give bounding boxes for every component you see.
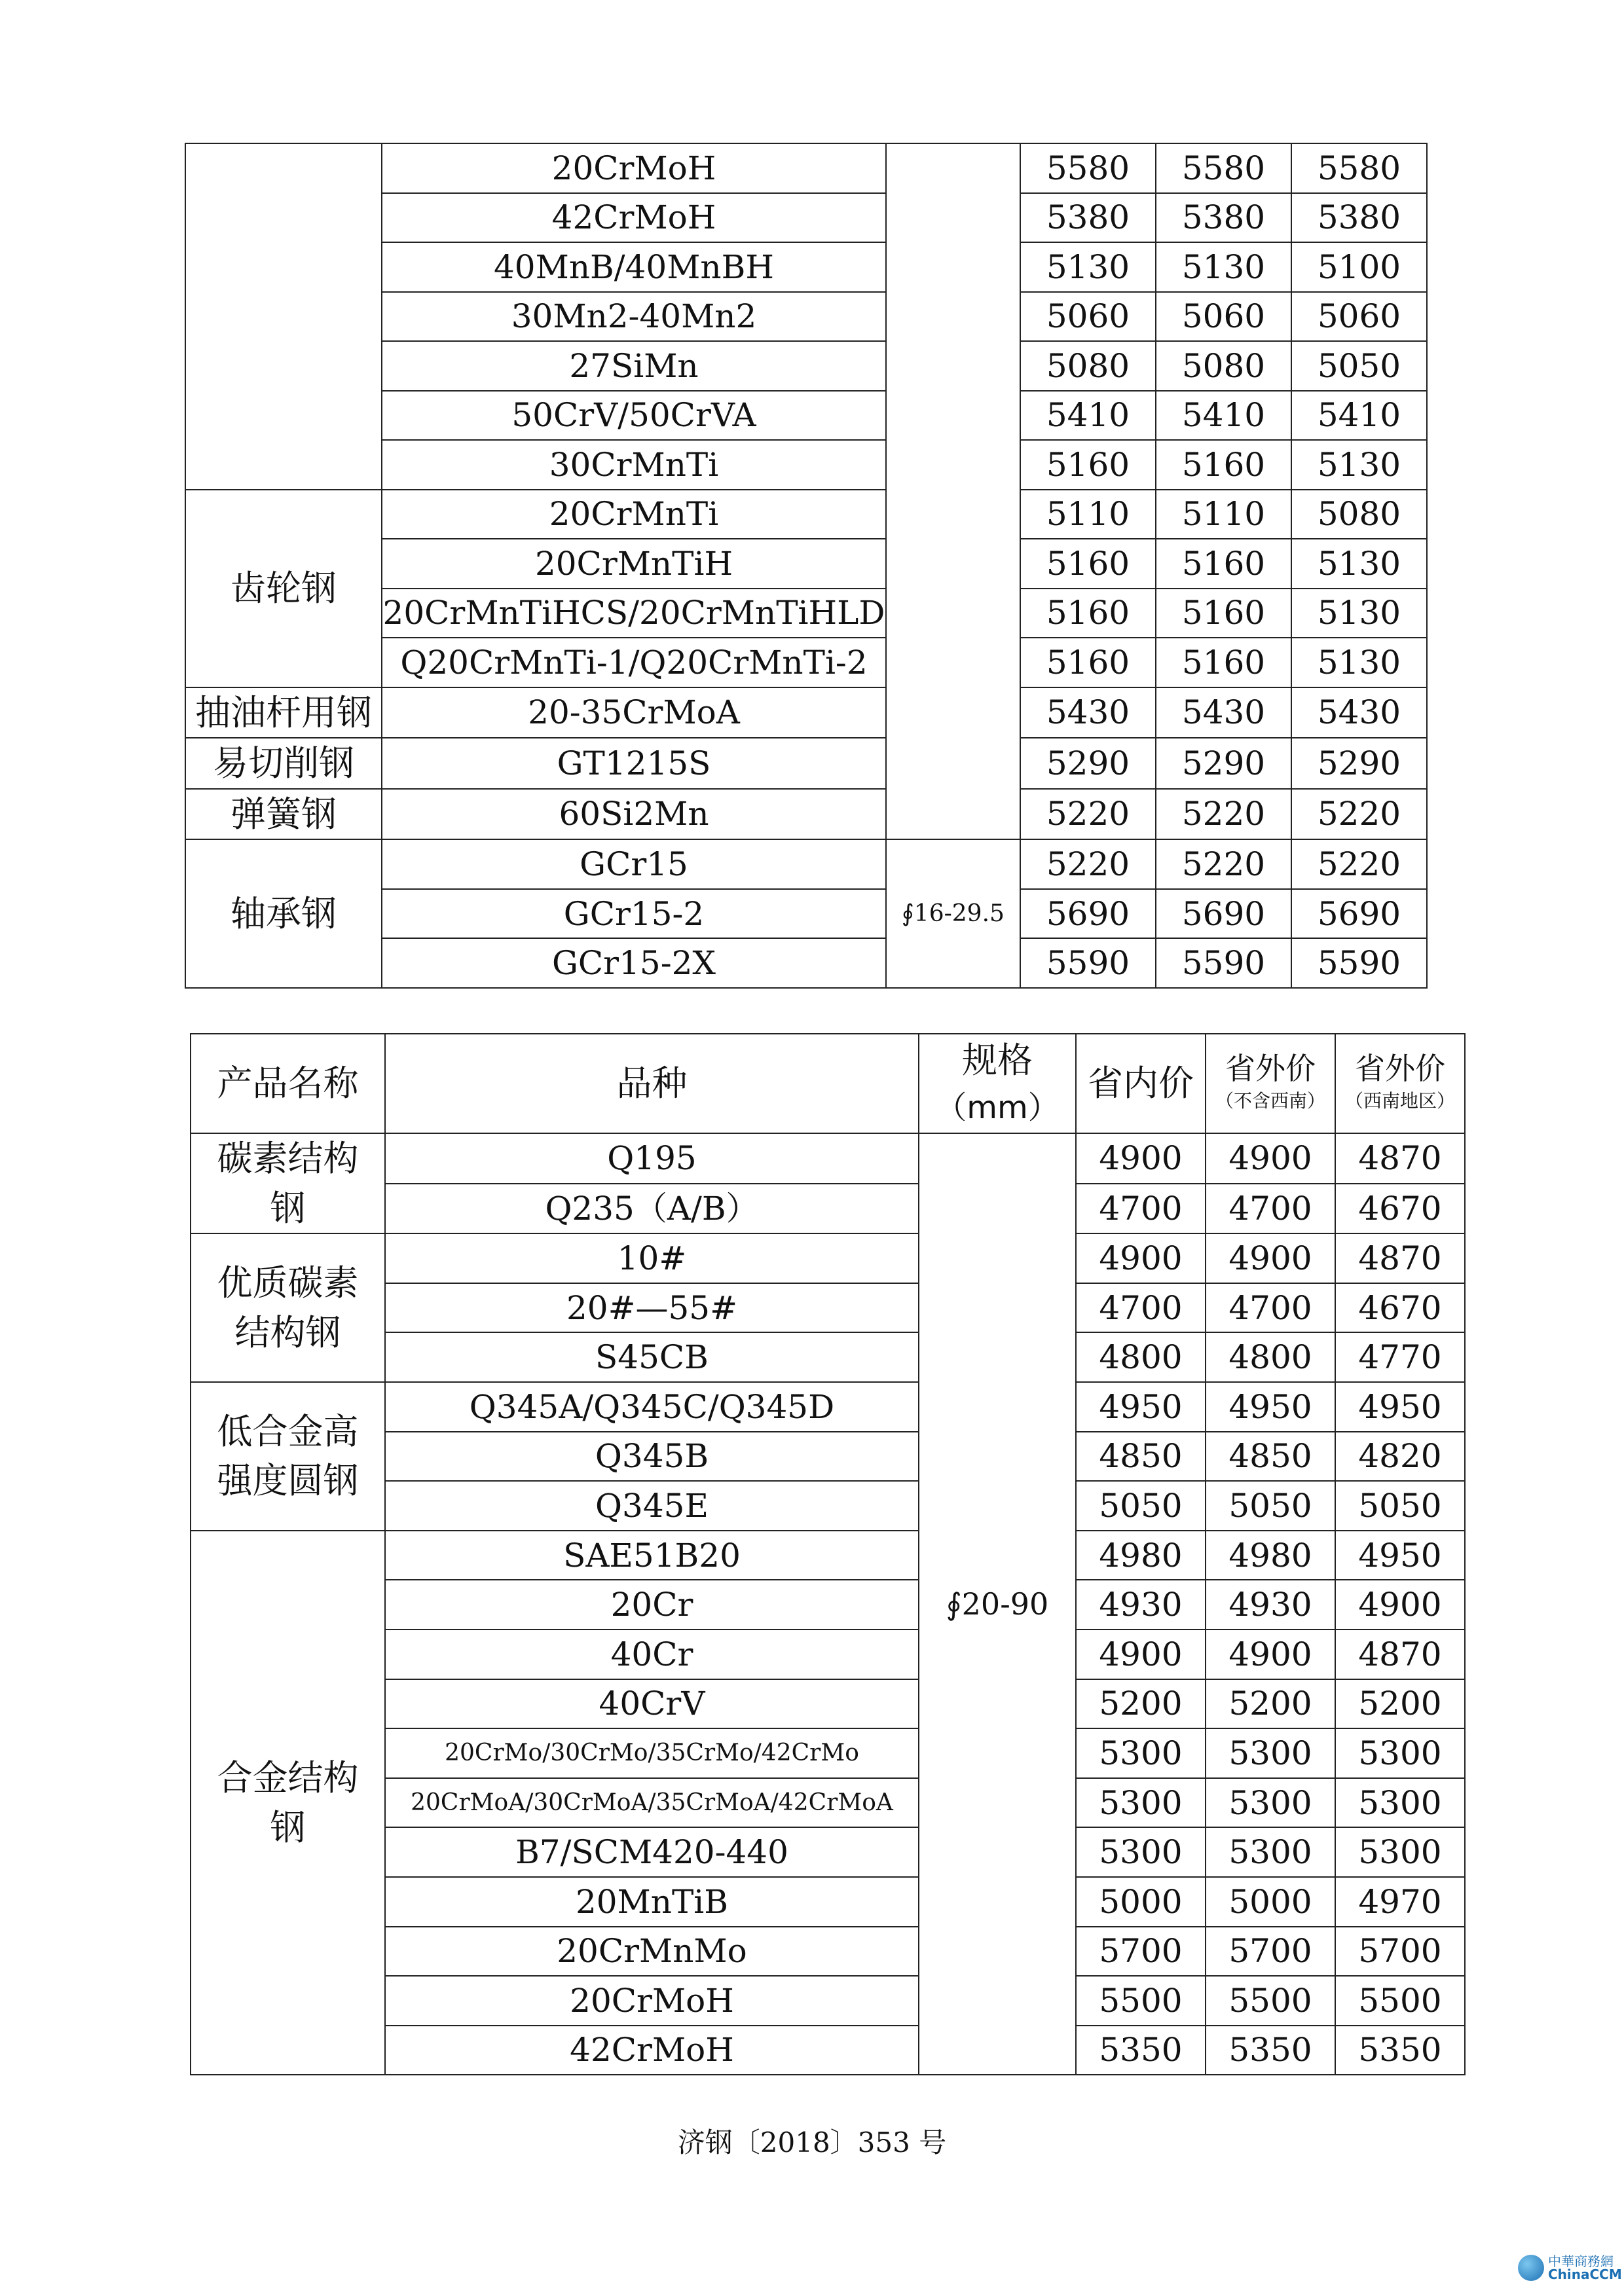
category-cell: 轴承钢 bbox=[185, 839, 382, 988]
header-out-province-1-note: （不含西南） bbox=[1215, 1090, 1325, 1112]
price-cell-2: 4900 bbox=[1206, 1133, 1335, 1184]
grade-cell: 20CrMoA/30CrMoA/35CrMoA/42CrMoA bbox=[385, 1778, 919, 1828]
grade-cell: 20MnTiB bbox=[385, 1877, 919, 1927]
price-cell-2: 5500 bbox=[1206, 1976, 1335, 2026]
price-cell-3: 5060 bbox=[1291, 292, 1427, 342]
price-cell-2: 4900 bbox=[1206, 1630, 1335, 1679]
price-cell-1: 5580 bbox=[1020, 143, 1156, 193]
price-cell-2: 5380 bbox=[1156, 193, 1291, 243]
category-cell: 易切削钢 bbox=[185, 738, 382, 789]
price-cell-2: 5700 bbox=[1206, 1927, 1335, 1977]
price-cell-2: 5050 bbox=[1206, 1481, 1335, 1531]
price-cell-2: 4850 bbox=[1206, 1432, 1335, 1482]
price-cell-1: 5160 bbox=[1020, 539, 1156, 589]
grade-cell: SAE51B20 bbox=[385, 1531, 919, 1580]
price-cell-1: 5060 bbox=[1020, 292, 1156, 342]
price-cell-3: 5300 bbox=[1335, 1778, 1465, 1828]
table-row bbox=[185, 738, 1427, 789]
price-cell-3: 5410 bbox=[1291, 391, 1427, 441]
price-cell-1: 5220 bbox=[1020, 789, 1156, 840]
price-cell-3: 4670 bbox=[1335, 1283, 1465, 1333]
price-cell-2: 5160 bbox=[1156, 440, 1291, 490]
price-cell-1: 5700 bbox=[1076, 1927, 1206, 1977]
price-cell-2: 5580 bbox=[1156, 143, 1291, 193]
header-spec-label: 规格 bbox=[962, 1039, 1033, 1081]
price-cell-1: 5350 bbox=[1076, 2026, 1206, 2075]
grade-cell: 20CrMoH bbox=[382, 143, 886, 193]
price-cell-1: 5300 bbox=[1076, 1778, 1206, 1828]
price-cell-3: 5080 bbox=[1291, 490, 1427, 539]
price-cell-2: 5300 bbox=[1206, 1728, 1335, 1778]
price-cell-1: 5080 bbox=[1020, 341, 1156, 391]
price-cell-2: 5110 bbox=[1156, 490, 1291, 539]
header-out-province-2-label: 省外价 bbox=[1355, 1051, 1445, 1086]
price-cell-3: 5430 bbox=[1291, 687, 1427, 738]
grade-cell: 20CrMnTiH bbox=[382, 539, 886, 589]
price-cell-1: 5410 bbox=[1020, 391, 1156, 441]
price-cell-3: 5130 bbox=[1291, 589, 1427, 638]
price-cell-1: 5050 bbox=[1076, 1481, 1206, 1531]
price-cell-2: 4930 bbox=[1206, 1580, 1335, 1630]
grade-cell: 20#—55# bbox=[385, 1283, 919, 1333]
price-table bbox=[190, 1033, 1466, 2075]
price-cell-3: 4820 bbox=[1335, 1432, 1465, 1482]
price-cell-3: 5200 bbox=[1335, 1679, 1465, 1729]
category-cell: 抽油杆用钢 bbox=[185, 687, 382, 738]
category-cell: 齿轮钢 bbox=[185, 490, 382, 687]
price-cell-2: 5690 bbox=[1156, 889, 1291, 939]
price-cell-1: 4930 bbox=[1076, 1580, 1206, 1630]
grade-cell: 20Cr bbox=[385, 1580, 919, 1630]
price-cell-3: 5380 bbox=[1291, 193, 1427, 243]
price-cell-1: 5300 bbox=[1076, 1728, 1206, 1778]
price-cell-2: 4950 bbox=[1206, 1382, 1335, 1432]
price-cell-3: 4870 bbox=[1335, 1233, 1465, 1283]
grade-cell: 27SiMn bbox=[382, 341, 886, 391]
price-cell-1: 4950 bbox=[1076, 1382, 1206, 1432]
price-cell-2: 4700 bbox=[1206, 1184, 1335, 1234]
table-row bbox=[191, 1133, 1465, 1184]
grade-cell: 20CrMnTiHCS/20CrMnTiHLD bbox=[382, 589, 886, 638]
price-cell-3: 4770 bbox=[1335, 1332, 1465, 1382]
table-row bbox=[185, 490, 1427, 539]
price-cell-1: 4980 bbox=[1076, 1531, 1206, 1580]
price-cell-2: 4900 bbox=[1206, 1233, 1335, 1283]
price-cell-2: 5350 bbox=[1206, 2026, 1335, 2075]
price-cell-3: 5100 bbox=[1291, 242, 1427, 292]
price-cell-3: 4900 bbox=[1335, 1580, 1465, 1630]
table-header-row bbox=[191, 1034, 1465, 1133]
price-cell-1: 5000 bbox=[1076, 1877, 1206, 1927]
category-cell: 优质碳素结构钢 bbox=[191, 1233, 385, 1382]
price-cell-2: 5300 bbox=[1206, 1778, 1335, 1828]
price-cell-3: 4970 bbox=[1335, 1877, 1465, 1927]
price-cell-3: 4870 bbox=[1335, 1133, 1465, 1184]
price-cell-1: 5160 bbox=[1020, 440, 1156, 490]
price-cell-1: 4700 bbox=[1076, 1184, 1206, 1234]
price-cell-2: 5060 bbox=[1156, 292, 1291, 342]
price-cell-3: 5130 bbox=[1291, 440, 1427, 490]
grade-cell: 20CrMnTi bbox=[382, 490, 886, 539]
price-cell-1: 4850 bbox=[1076, 1432, 1206, 1482]
globe-icon bbox=[1518, 2255, 1544, 2281]
price-cell-2: 5080 bbox=[1156, 341, 1291, 391]
price-cell-3: 5580 bbox=[1291, 143, 1427, 193]
price-cell-2: 5410 bbox=[1156, 391, 1291, 441]
document-number: 济钢〔2018〕353 号 bbox=[677, 2126, 947, 2159]
price-cell-3: 5130 bbox=[1291, 539, 1427, 589]
price-cell-1: 5160 bbox=[1020, 589, 1156, 638]
header-out-province-1 bbox=[1206, 1034, 1335, 1133]
price-cell-1: 5380 bbox=[1020, 193, 1156, 243]
watermark-line2: ChinaCCM bbox=[1548, 2267, 1622, 2282]
grade-cell: 30CrMnTi bbox=[382, 440, 886, 490]
grade-cell: 20-35CrMoA bbox=[382, 687, 886, 738]
grade-cell: GCr15 bbox=[382, 839, 886, 889]
header-out-province-2 bbox=[1335, 1034, 1465, 1133]
price-cell-1: 4900 bbox=[1076, 1233, 1206, 1283]
price-cell-3: 5350 bbox=[1335, 2026, 1465, 2075]
grade-cell: 10# bbox=[385, 1233, 919, 1283]
price-cell-1: 4700 bbox=[1076, 1283, 1206, 1333]
table-row bbox=[185, 839, 1427, 889]
price-cell-3: 5130 bbox=[1291, 638, 1427, 687]
grade-cell: 42CrMoH bbox=[385, 2026, 919, 2075]
price-cell-3: 4670 bbox=[1335, 1184, 1465, 1234]
category-cell: 合金结构钢 bbox=[191, 1531, 385, 2075]
price-cell-3: 5050 bbox=[1335, 1481, 1465, 1531]
grade-cell: Q345E bbox=[385, 1481, 919, 1531]
price-cell-2: 5300 bbox=[1206, 1827, 1335, 1877]
table-row bbox=[185, 143, 1427, 193]
spec-cell: ∮16-29.5 bbox=[886, 839, 1020, 988]
watermark-line1: 中華商務網 bbox=[1548, 2253, 1614, 2269]
watermark-logo bbox=[1518, 2251, 1622, 2287]
price-cell-2: 5220 bbox=[1156, 839, 1291, 889]
grade-cell: Q345A/Q345C/Q345D bbox=[385, 1382, 919, 1432]
price-cell-1: 5290 bbox=[1020, 738, 1156, 789]
price-cell-2: 5590 bbox=[1156, 938, 1291, 988]
price-cell-2: 4700 bbox=[1206, 1283, 1335, 1333]
table-row bbox=[191, 1233, 1465, 1283]
category-cell: 低合金高强度圆钢 bbox=[191, 1382, 385, 1531]
price-cell-3: 5700 bbox=[1335, 1927, 1465, 1977]
table-row bbox=[191, 1382, 1465, 1432]
price-cell-3: 4950 bbox=[1335, 1531, 1465, 1580]
price-cell-2: 5000 bbox=[1206, 1877, 1335, 1927]
price-cell-2: 5130 bbox=[1156, 242, 1291, 292]
price-cell-1: 4900 bbox=[1076, 1133, 1206, 1184]
price-cell-2: 5200 bbox=[1206, 1679, 1335, 1729]
header-spec-unit: （mm） bbox=[935, 1089, 1060, 1126]
grade-cell: Q195 bbox=[385, 1133, 919, 1184]
header-variety: 品种 bbox=[385, 1034, 919, 1133]
price-cell-1: 4800 bbox=[1076, 1332, 1206, 1382]
grade-cell: 50CrV/50CrVA bbox=[382, 391, 886, 441]
price-cell-3: 5220 bbox=[1291, 839, 1427, 889]
price-cell-3: 5220 bbox=[1291, 789, 1427, 840]
price-cell-2: 5220 bbox=[1156, 789, 1291, 840]
price-cell-3: 5300 bbox=[1335, 1728, 1465, 1778]
price-cell-1: 5130 bbox=[1020, 242, 1156, 292]
price-cell-1: 5300 bbox=[1076, 1827, 1206, 1877]
price-cell-3: 5500 bbox=[1335, 1976, 1465, 2026]
category-cell: 碳素结构钢 bbox=[191, 1133, 385, 1233]
grade-cell: 20CrMoH bbox=[385, 1976, 919, 2026]
price-cell-2: 5160 bbox=[1156, 589, 1291, 638]
price-table-continued bbox=[185, 143, 1428, 989]
grade-cell: S45CB bbox=[385, 1332, 919, 1382]
price-cell-1: 5220 bbox=[1020, 839, 1156, 889]
grade-cell: 40CrV bbox=[385, 1679, 919, 1729]
spec-cell: ∮20-90 bbox=[919, 1133, 1076, 2075]
price-cell-3: 4950 bbox=[1335, 1382, 1465, 1432]
price-cell-1: 5690 bbox=[1020, 889, 1156, 939]
price-cell-2: 5430 bbox=[1156, 687, 1291, 738]
price-cell-3: 5590 bbox=[1291, 938, 1427, 988]
price-cell-2: 4980 bbox=[1206, 1531, 1335, 1580]
price-cell-1: 5110 bbox=[1020, 490, 1156, 539]
header-out-province-1-label: 省外价 bbox=[1225, 1051, 1316, 1086]
grade-cell: 40Cr bbox=[385, 1630, 919, 1679]
grade-cell: 20CrMnMo bbox=[385, 1927, 919, 1977]
table-row bbox=[185, 789, 1427, 840]
grade-cell: Q20CrMnTi-1/Q20CrMnTi-2 bbox=[382, 638, 886, 687]
header-product-name: 产品名称 bbox=[191, 1034, 385, 1133]
grade-cell: 60Si2Mn bbox=[382, 789, 886, 840]
price-cell-3: 5050 bbox=[1291, 341, 1427, 391]
price-cell-3: 5290 bbox=[1291, 738, 1427, 789]
category-cell bbox=[185, 143, 382, 490]
grade-cell: Q235（A/B） bbox=[385, 1184, 919, 1234]
grade-cell: 30Mn2-40Mn2 bbox=[382, 292, 886, 342]
grade-cell: 42CrMoH bbox=[382, 193, 886, 243]
header-in-province: 省内价 bbox=[1076, 1034, 1206, 1133]
price-cell-1: 5200 bbox=[1076, 1679, 1206, 1729]
price-cell-1: 5160 bbox=[1020, 638, 1156, 687]
price-cell-1: 5430 bbox=[1020, 687, 1156, 738]
grade-cell: Q345B bbox=[385, 1432, 919, 1482]
price-cell-1: 5500 bbox=[1076, 1976, 1206, 2026]
category-cell: 弹簧钢 bbox=[185, 789, 382, 840]
price-cell-3: 5300 bbox=[1335, 1827, 1465, 1877]
spec-cell bbox=[886, 143, 1020, 839]
table-row bbox=[185, 687, 1427, 738]
grade-cell: 20CrMo/30CrMo/35CrMo/42CrMo bbox=[385, 1728, 919, 1778]
header-out-province-2-note: （西南地区） bbox=[1344, 1090, 1455, 1112]
price-cell-2: 4800 bbox=[1206, 1332, 1335, 1382]
price-cell-1: 5590 bbox=[1020, 938, 1156, 988]
price-cell-1: 4900 bbox=[1076, 1630, 1206, 1679]
grade-cell: B7/SCM420-440 bbox=[385, 1827, 919, 1877]
grade-cell: GCr15-2 bbox=[382, 889, 886, 939]
price-cell-3: 4870 bbox=[1335, 1630, 1465, 1679]
header-spec bbox=[919, 1034, 1076, 1133]
grade-cell: GCr15-2X bbox=[382, 938, 886, 988]
price-cell-3: 5690 bbox=[1291, 889, 1427, 939]
price-cell-2: 5160 bbox=[1156, 539, 1291, 589]
grade-cell: GT1215S bbox=[382, 738, 886, 789]
price-cell-2: 5290 bbox=[1156, 738, 1291, 789]
grade-cell: 40MnB/40MnBH bbox=[382, 242, 886, 292]
table-row bbox=[191, 1531, 1465, 1580]
price-cell-2: 5160 bbox=[1156, 638, 1291, 687]
